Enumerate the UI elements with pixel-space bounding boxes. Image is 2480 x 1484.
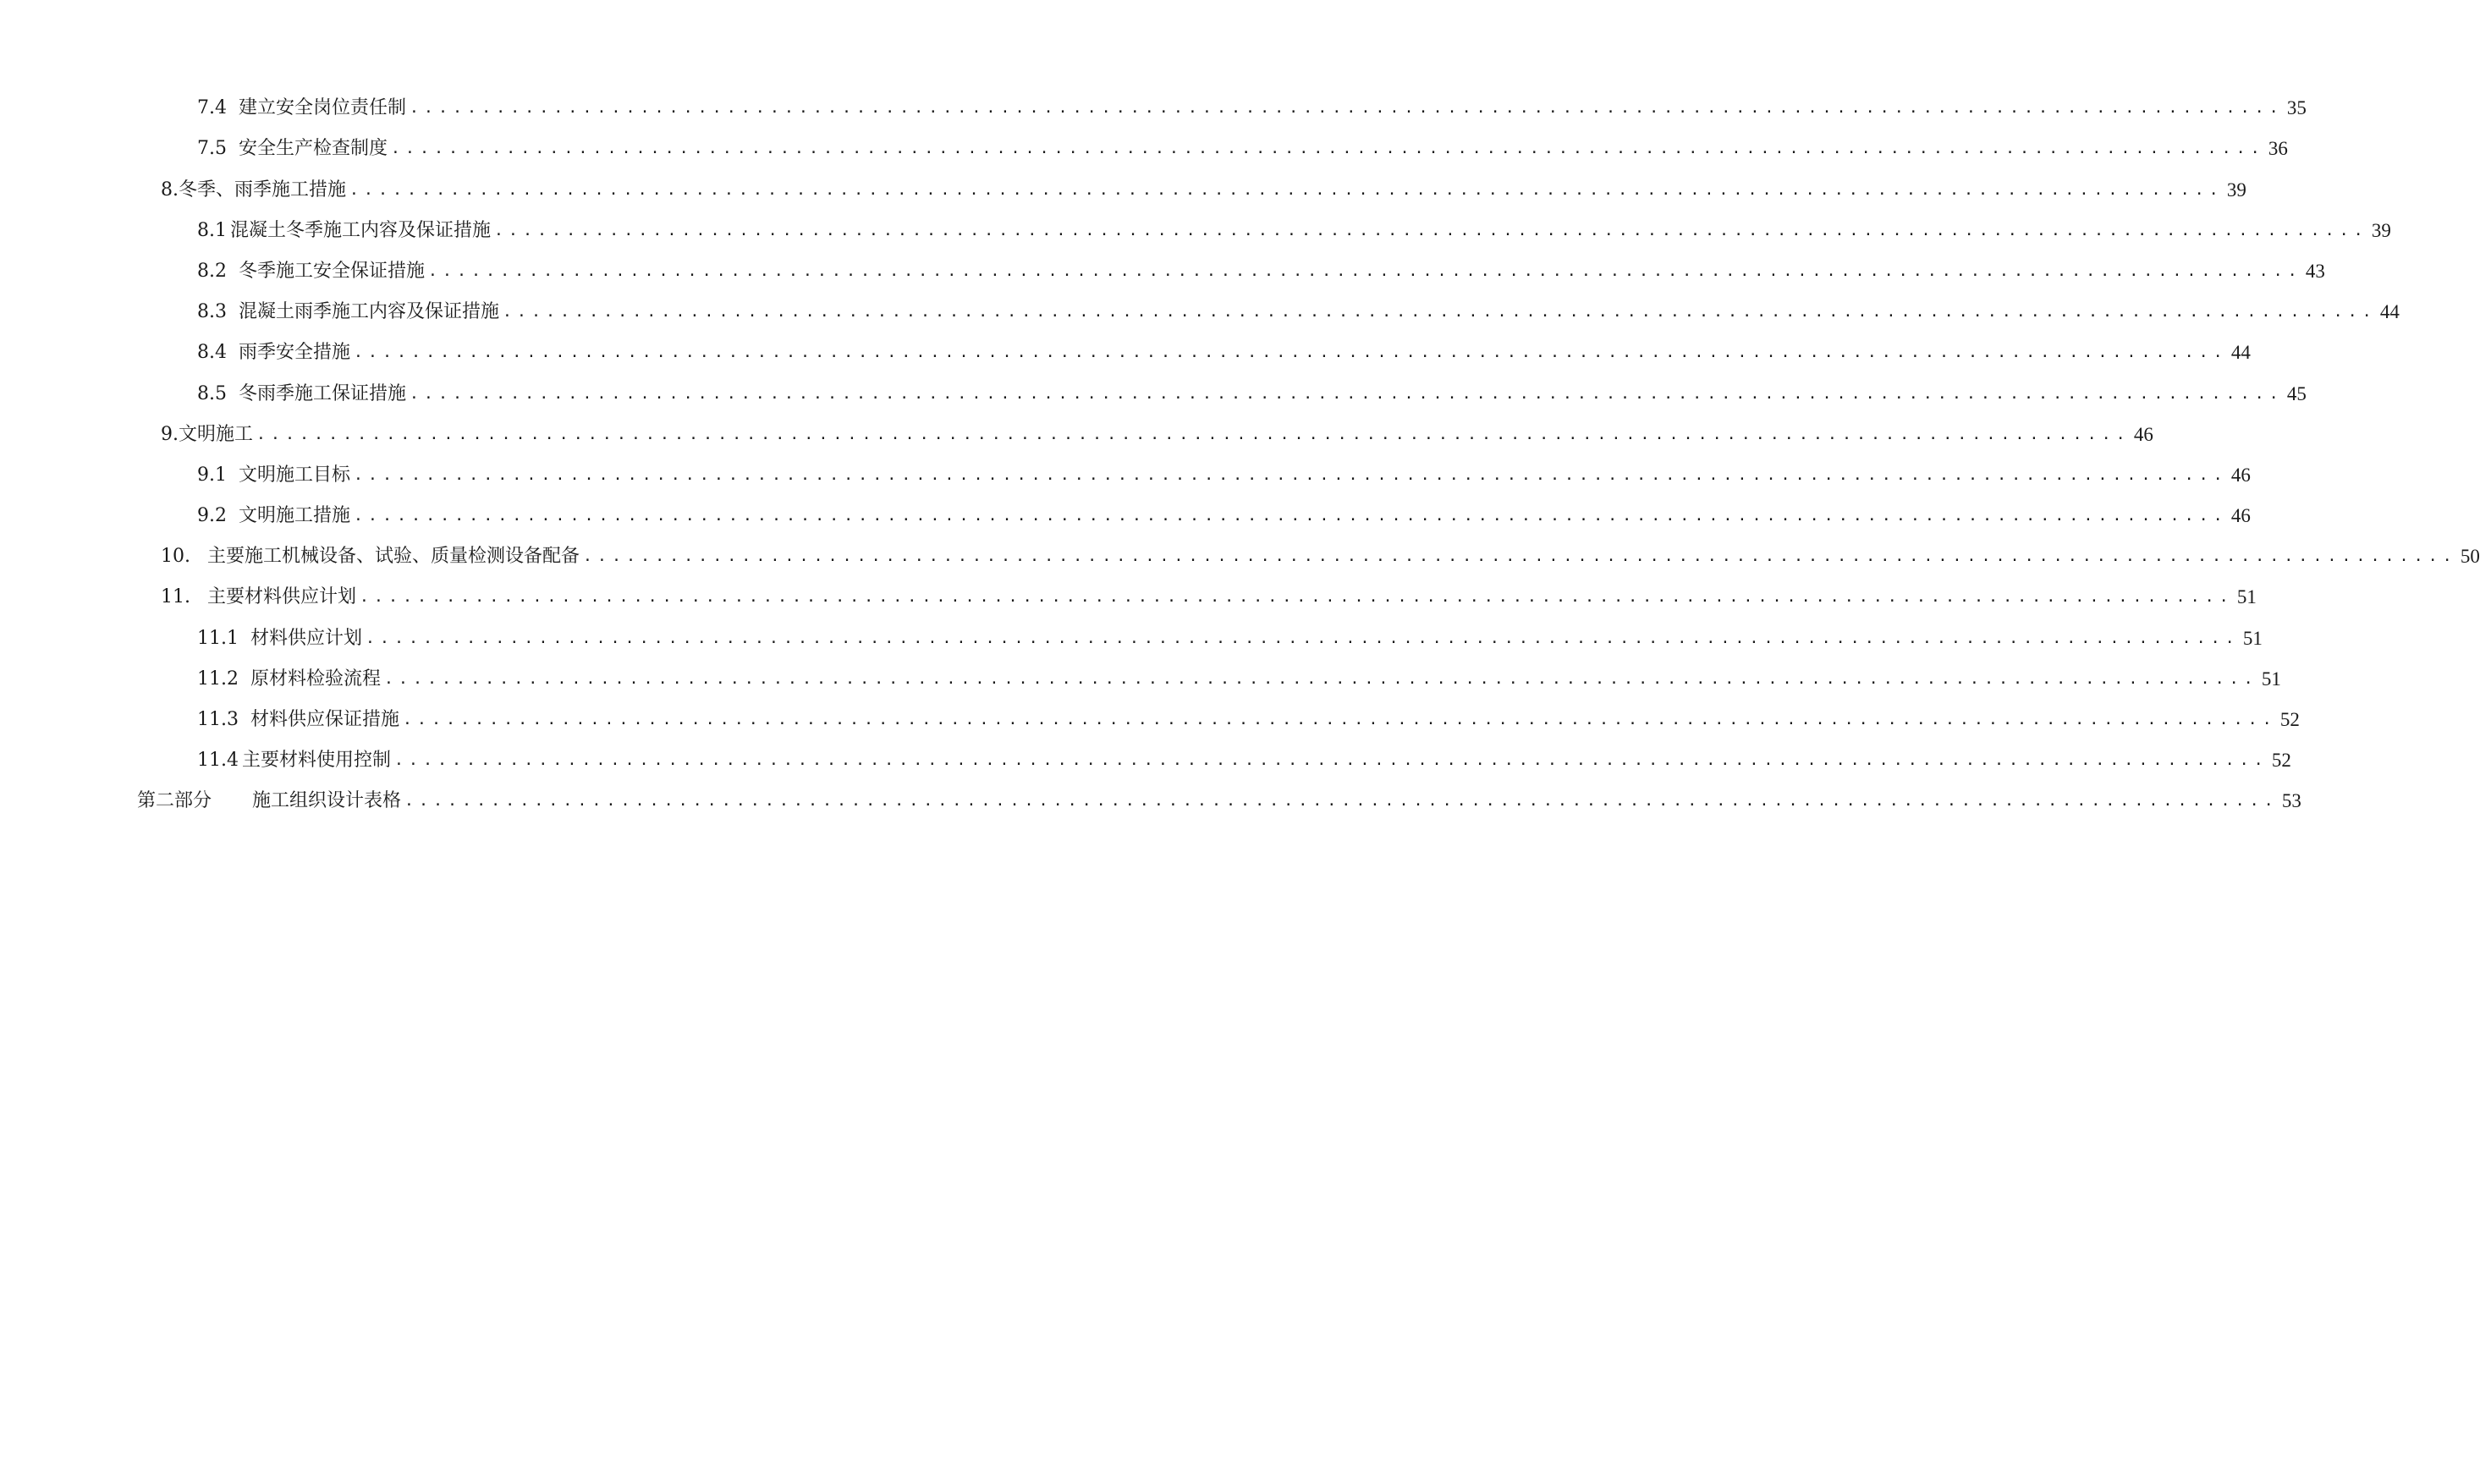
toc-dot-leader: .................................................................................................................................. — [391, 140, 2265, 157]
toc-entry-number: 第二部分 — [137, 790, 212, 811]
toc-entry-number: 8.3 — [197, 301, 227, 322]
toc-entry-page: 52 — [2279, 709, 2300, 730]
toc-entry-8-1[interactable] — [197, 213, 2391, 244]
toc-entry-page: 51 — [2261, 668, 2281, 690]
toc-entry-number: 10. — [161, 546, 190, 567]
toc-entry-part-two[interactable] — [137, 783, 2301, 814]
toc-entry-number: 8.1 — [197, 220, 227, 241]
toc-entry-page: 43 — [2305, 261, 2325, 282]
toc-entry-11-4[interactable] — [197, 743, 2291, 773]
toc-dot-leader: .................................................................................................................................. — [503, 303, 2377, 321]
toc-entry-page: 36 — [2268, 138, 2288, 159]
toc-entry-number: 8.2 — [197, 261, 227, 282]
toc-dot-leader: .................................................................................................................................. — [354, 466, 2228, 484]
toc-entry-title: 主要施工机械设备、试验、质量检测设备配备 — [207, 546, 580, 567]
toc-entry-page: 39 — [2371, 220, 2391, 241]
toc-entry-number: 11.1 — [197, 628, 239, 649]
toc-dot-leader: .................................................................................................................................. — [354, 344, 2228, 361]
toc-entry-8-4[interactable] — [197, 335, 2251, 366]
toc-entry-number: 8.5 — [197, 383, 227, 404]
toc-entry-number: 7.5 — [197, 138, 227, 159]
toc-entry-page: 52 — [2271, 750, 2291, 771]
toc-entry-title: 冬季施工安全保证措施 — [239, 261, 426, 282]
toc-entry-title: 原材料检验流程 — [250, 668, 381, 690]
toc-dot-leader: .................................................................................................................................. — [404, 792, 2279, 810]
toc-entry-page: 46 — [2230, 464, 2251, 486]
toc-entry-number: 11.4 — [197, 750, 239, 771]
toc-dot-leader: .................................................................................................................................. — [384, 670, 2258, 688]
toc-entry-number: 11.2 — [197, 668, 239, 690]
toc-dot-leader: .................................................................................................................................. — [366, 629, 2240, 647]
toc-entry-page: 39 — [2226, 179, 2246, 201]
toc-entry-title: 材料供应计划 — [250, 628, 362, 649]
toc-entry-page: 53 — [2281, 790, 2301, 811]
toc-entry-page: 45 — [2286, 383, 2307, 404]
toc-entry-9-1[interactable] — [197, 458, 2251, 488]
toc-entry-number: 8. — [161, 179, 179, 201]
toc-entry-title: 混凝土雨季施工内容及保证措施 — [239, 301, 500, 322]
toc-entry-11-1[interactable] — [197, 621, 2263, 651]
toc-entry-number: 9. — [161, 424, 179, 445]
toc-dot-leader: .................................................................................................................................. — [428, 262, 2302, 280]
toc-entry-title: 混凝土冬季施工内容及保证措施 — [230, 220, 492, 241]
toc-entry-8-2[interactable] — [197, 254, 2325, 284]
toc-entry-8-5[interactable] — [197, 376, 2307, 407]
toc-entry-8[interactable] — [161, 173, 2246, 203]
toc-dot-leader: .................................................................................................................................. — [360, 588, 2234, 606]
toc-dot-leader: .................................................................................................................................. — [410, 99, 2284, 117]
toc-entry-number: 8.4 — [197, 342, 227, 363]
toc-dot-leader: .................................................................................................................................. — [394, 751, 2268, 769]
toc-entry-title: 建立安全岗位责任制 — [239, 97, 407, 118]
toc-dot-leader: .................................................................................................................................. — [354, 507, 2228, 525]
toc-entry-number: 9.2 — [197, 505, 227, 526]
toc-entry-9[interactable] — [161, 417, 2153, 448]
toc-entry-7-5[interactable] — [197, 131, 2288, 162]
toc-dot-leader: .................................................................................................................................. — [410, 385, 2284, 403]
toc-entry-title: 施工组织设计表格 — [252, 790, 402, 811]
toc-dot-leader: .................................................................................................................................. — [583, 547, 2457, 565]
toc-entry-title: 文明施工措施 — [239, 505, 351, 526]
toc-entry-7-4[interactable] — [197, 91, 2307, 121]
toc-dot-leader: .................................................................................................................................. — [349, 181, 2224, 199]
toc-entry-page: 50 — [2460, 546, 2480, 567]
toc-entry-number: 11. — [161, 586, 190, 607]
toc-entry-page: 46 — [2133, 424, 2153, 445]
toc-entry-page: 46 — [2230, 505, 2251, 526]
toc-entry-page: 51 — [2236, 586, 2257, 607]
toc-dot-leader: .................................................................................................................................. — [403, 711, 2277, 728]
toc-entry-title: 主要材料供应计划 — [207, 586, 357, 607]
toc-entry-number: 11.3 — [197, 709, 239, 730]
toc-entry-page: 44 — [2379, 301, 2400, 322]
toc-entry-page: 51 — [2242, 628, 2263, 649]
toc-entry-number: 9.1 — [197, 464, 227, 486]
toc-entry-title: 冬季、雨季施工措施 — [179, 179, 347, 201]
toc-entry-title: 雨季安全措施 — [239, 342, 351, 363]
toc-entry-title: 文明施工 — [179, 424, 254, 445]
toc-entry-page: 44 — [2230, 342, 2251, 363]
toc-dot-leader: .................................................................................................................................. — [256, 426, 2131, 443]
toc-entry-number: 7.4 — [197, 97, 227, 118]
toc-entry-title: 安全生产检查制度 — [239, 138, 388, 159]
toc-dot-leader: .................................................................................................................................. — [494, 222, 2368, 239]
toc-entry-title: 主要材料使用控制 — [241, 750, 391, 771]
toc-entry-11-2[interactable] — [197, 662, 2281, 692]
toc-entry-title: 冬雨季施工保证措施 — [239, 383, 407, 404]
toc-entry-11-3[interactable] — [197, 702, 2300, 733]
toc-entry-10[interactable] — [161, 539, 2480, 569]
toc-entry-11[interactable] — [161, 580, 2257, 610]
toc-entry-title: 材料供应保证措施 — [250, 709, 399, 730]
toc-entry-8-3[interactable] — [197, 294, 2400, 325]
toc-entry-9-2[interactable] — [197, 498, 2251, 529]
toc-entry-title: 文明施工目标 — [239, 464, 351, 486]
toc-entry-page: 35 — [2286, 97, 2307, 118]
